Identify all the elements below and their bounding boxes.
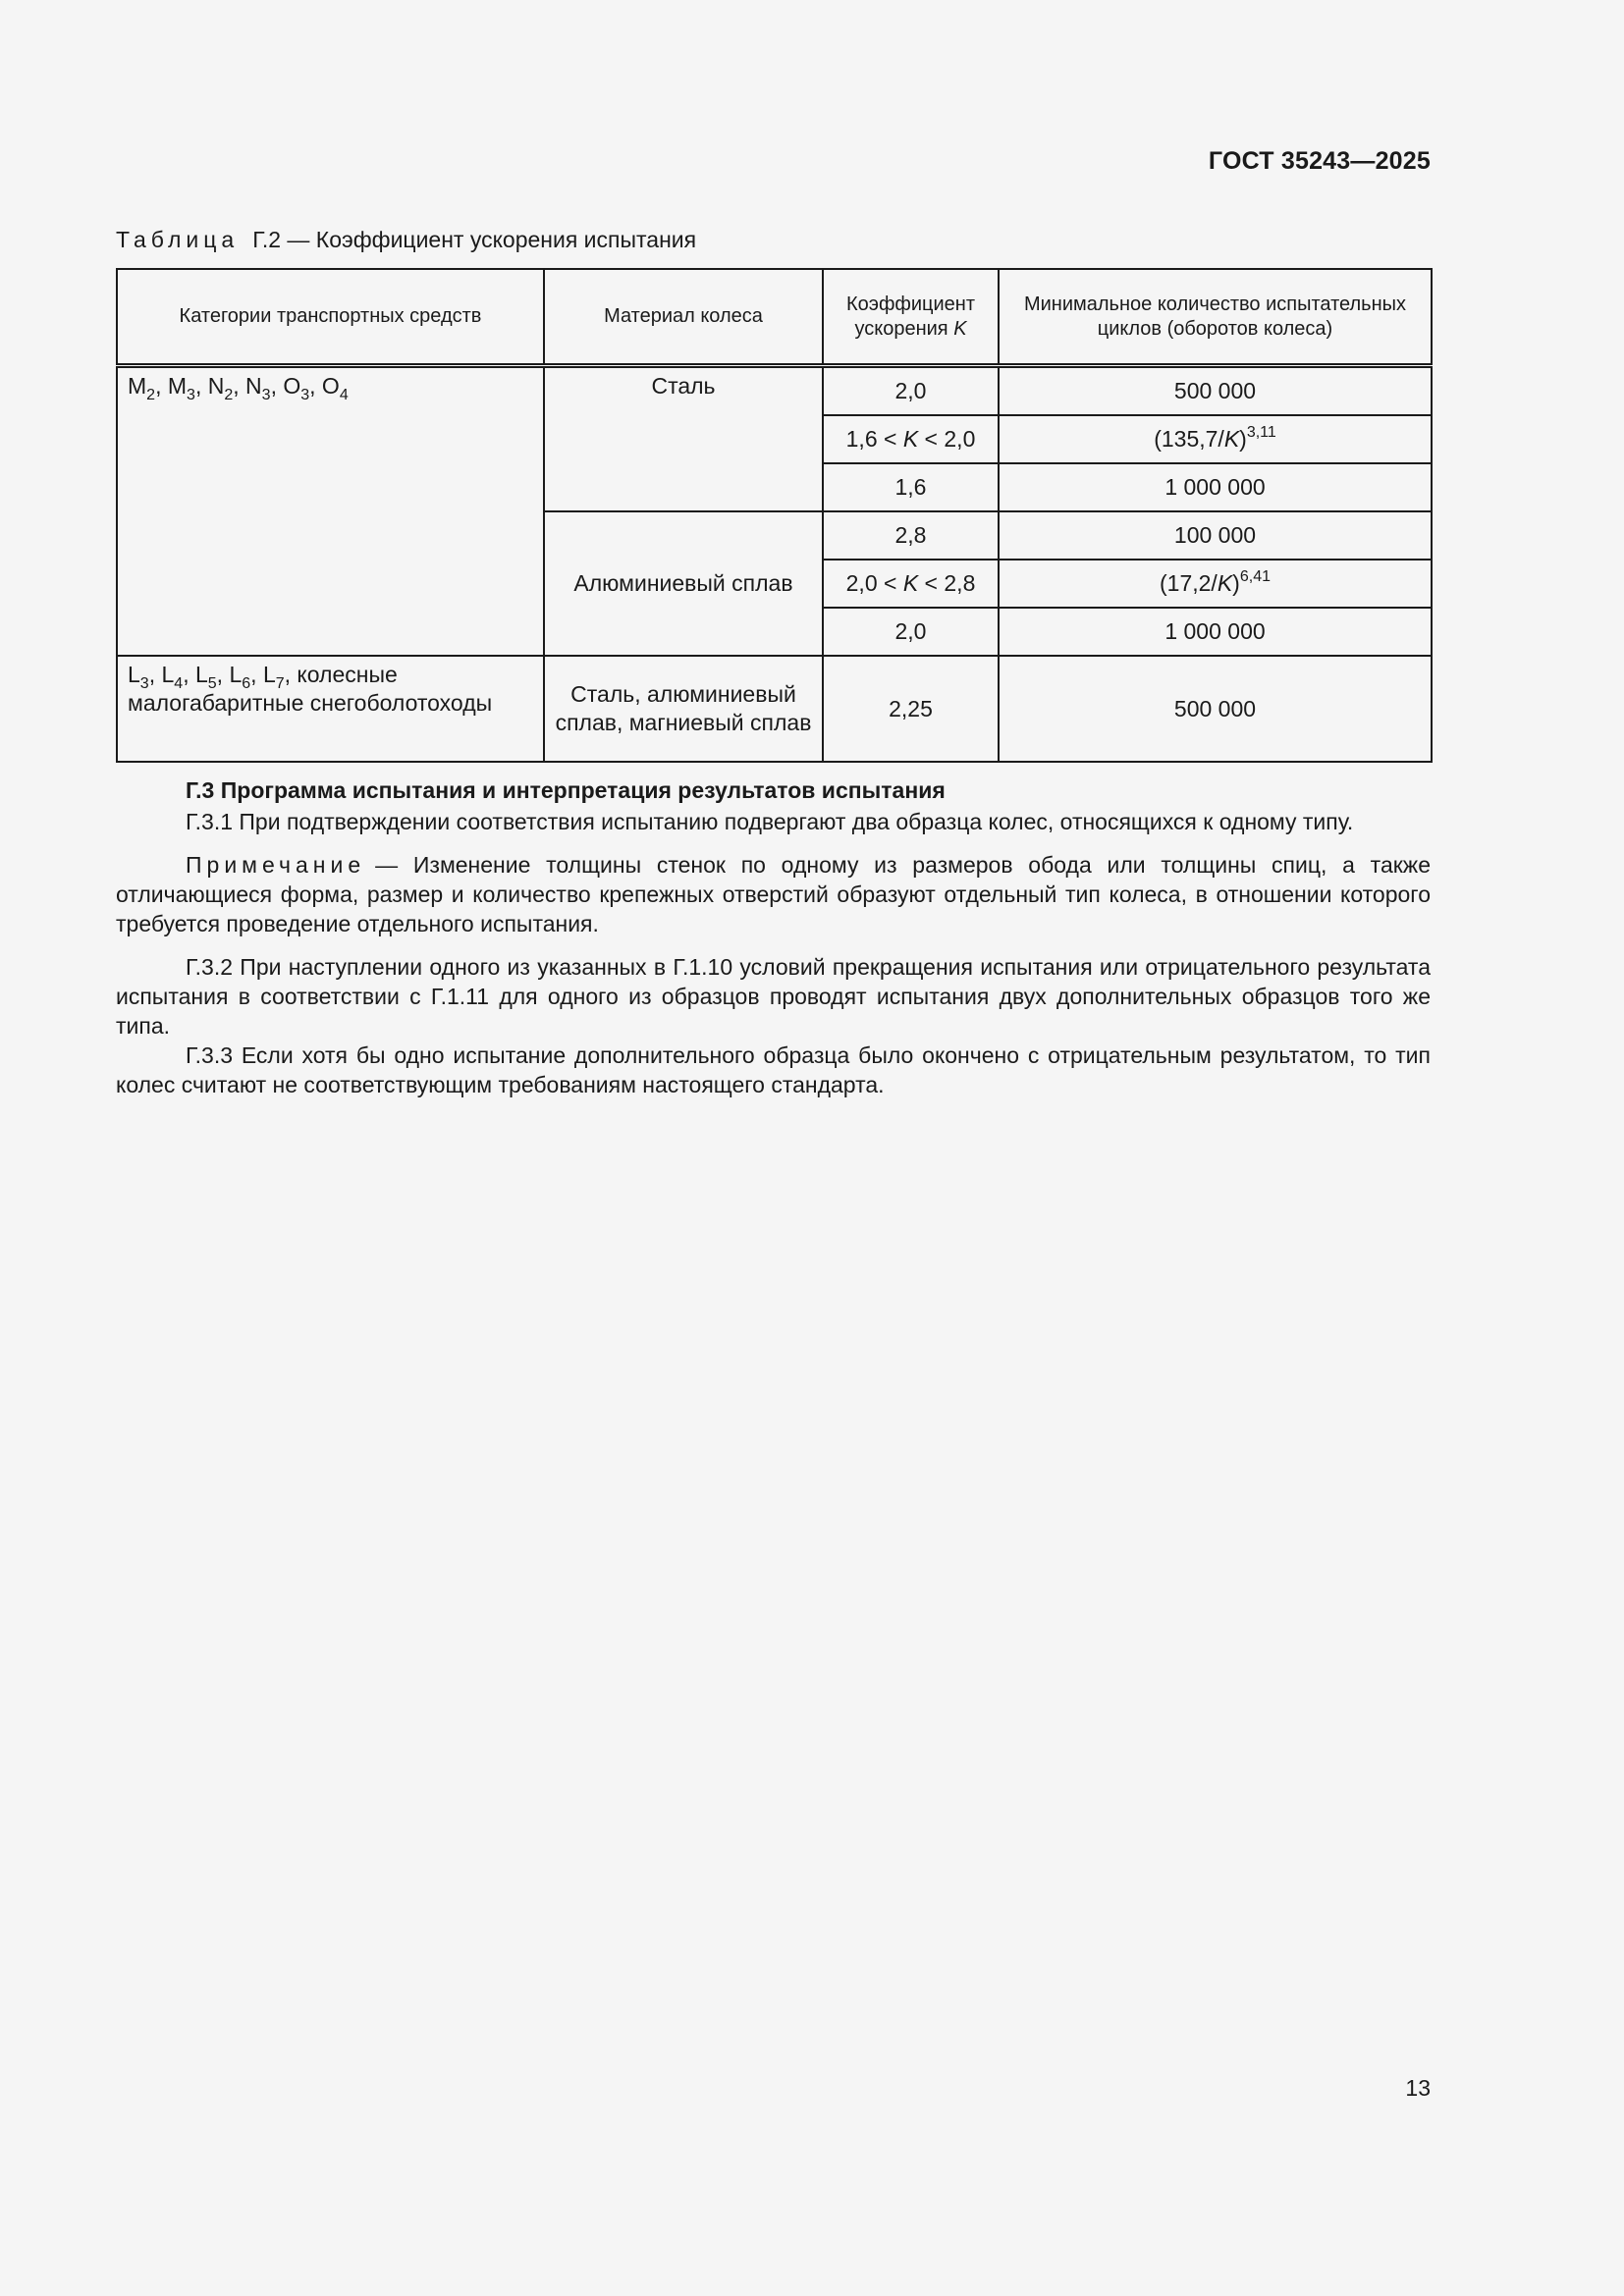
column-header-categories: Категории транспортных средств	[117, 269, 544, 366]
acceleration-coefficient-table	[116, 268, 1433, 763]
coefficient-cell: 2,0 < K < 2,8	[823, 560, 999, 608]
coefficient-cell: 2,0	[823, 608, 999, 656]
material-cell: Сталь	[544, 366, 823, 512]
cycles-cell: 500 000	[999, 366, 1432, 416]
table-caption	[116, 227, 696, 253]
note-text: — Изменение толщины стенок по одному из размеров обода или толщины спиц, а также отличающиеся форма, размер и количество крепежных отверстий образуют отдельный тип колеса, в отношении которого требуется проведение отдельного испытания.	[116, 852, 1431, 936]
table-caption-text: Г.2 — Коэффициент ускорения испытания	[252, 227, 697, 252]
vehicle-categories-cell: $M_2$, $M_3$, $N_2$, $N_3$, $O_3$, $O_4$	[117, 366, 544, 657]
material-cell: Алюминиевый сплав	[544, 511, 823, 656]
material-cell: Сталь, алюминиевый сплав, магниевый сплав	[544, 656, 823, 762]
note-paragraph	[116, 850, 1431, 938]
coefficient-cell: 2,25	[823, 656, 999, 762]
cycles-cell: 1 000 000	[999, 463, 1432, 511]
cycles-cell: $(135,7/K)^{3,11}$	[999, 415, 1432, 463]
cycles-cell: 500 000	[999, 656, 1432, 762]
cycles-cell: $(17,2/K)^{6,41}$	[999, 560, 1432, 608]
paragraph-g3-3: Г.3.3 Если хотя бы одно испытание дополнительного образца было окончено с отрицательным результатом, то тип колес считают не соответствующим требованиям настоящего стандарта.	[116, 1042, 1431, 1097]
paragraph-g3-2: Г.3.2 При наступлении одного из указанных в Г.1.10 условий прекращения испытания или отрицательного результата испытания в соответствии с Г.1.11 для одного из образцов проводят испытания двух дополнительных образцов того же типа.	[116, 954, 1431, 1039]
section-title: Г.3 Программа испытания и интерпретация результатов испытания	[186, 777, 946, 803]
vehicle-categories-cell: $L_3$, $L_4$, $L_5$, $L_6$, $L_7$, колесные малогабаритные снегоболотоходы	[117, 656, 544, 762]
column-header-min-cycles: Минимальное количество испытательных циклов (оборотов колеса)	[999, 269, 1432, 366]
table-header-row	[117, 269, 1432, 366]
column-header-material: Материал колеса	[544, 269, 823, 366]
cycles-cell: 100 000	[999, 511, 1432, 560]
cycles-cell: 1 000 000	[999, 608, 1432, 656]
note-label: Примечание	[186, 852, 366, 878]
coefficient-cell: 1,6	[823, 463, 999, 511]
column-header-coefficient: Коэффициент ускорения K	[823, 269, 999, 366]
coefficient-cell: 2,0	[823, 366, 999, 416]
coefficient-cell: 1,6 < K < 2,0	[823, 415, 999, 463]
table-caption-label: Таблица	[116, 227, 240, 252]
page-number: 13	[1405, 2075, 1431, 2101]
table-row	[117, 366, 1432, 416]
table-row	[117, 656, 1432, 762]
standard-designation: ГОСТ 35243—2025	[1208, 147, 1431, 175]
paragraph-g3-1: Г.3.1 При подтверждении соответствия испытанию подвергают два образца колес, относящихся к одному типу.	[186, 809, 1354, 834]
coefficient-cell: 2,8	[823, 511, 999, 560]
section-g3	[116, 775, 1431, 1099]
